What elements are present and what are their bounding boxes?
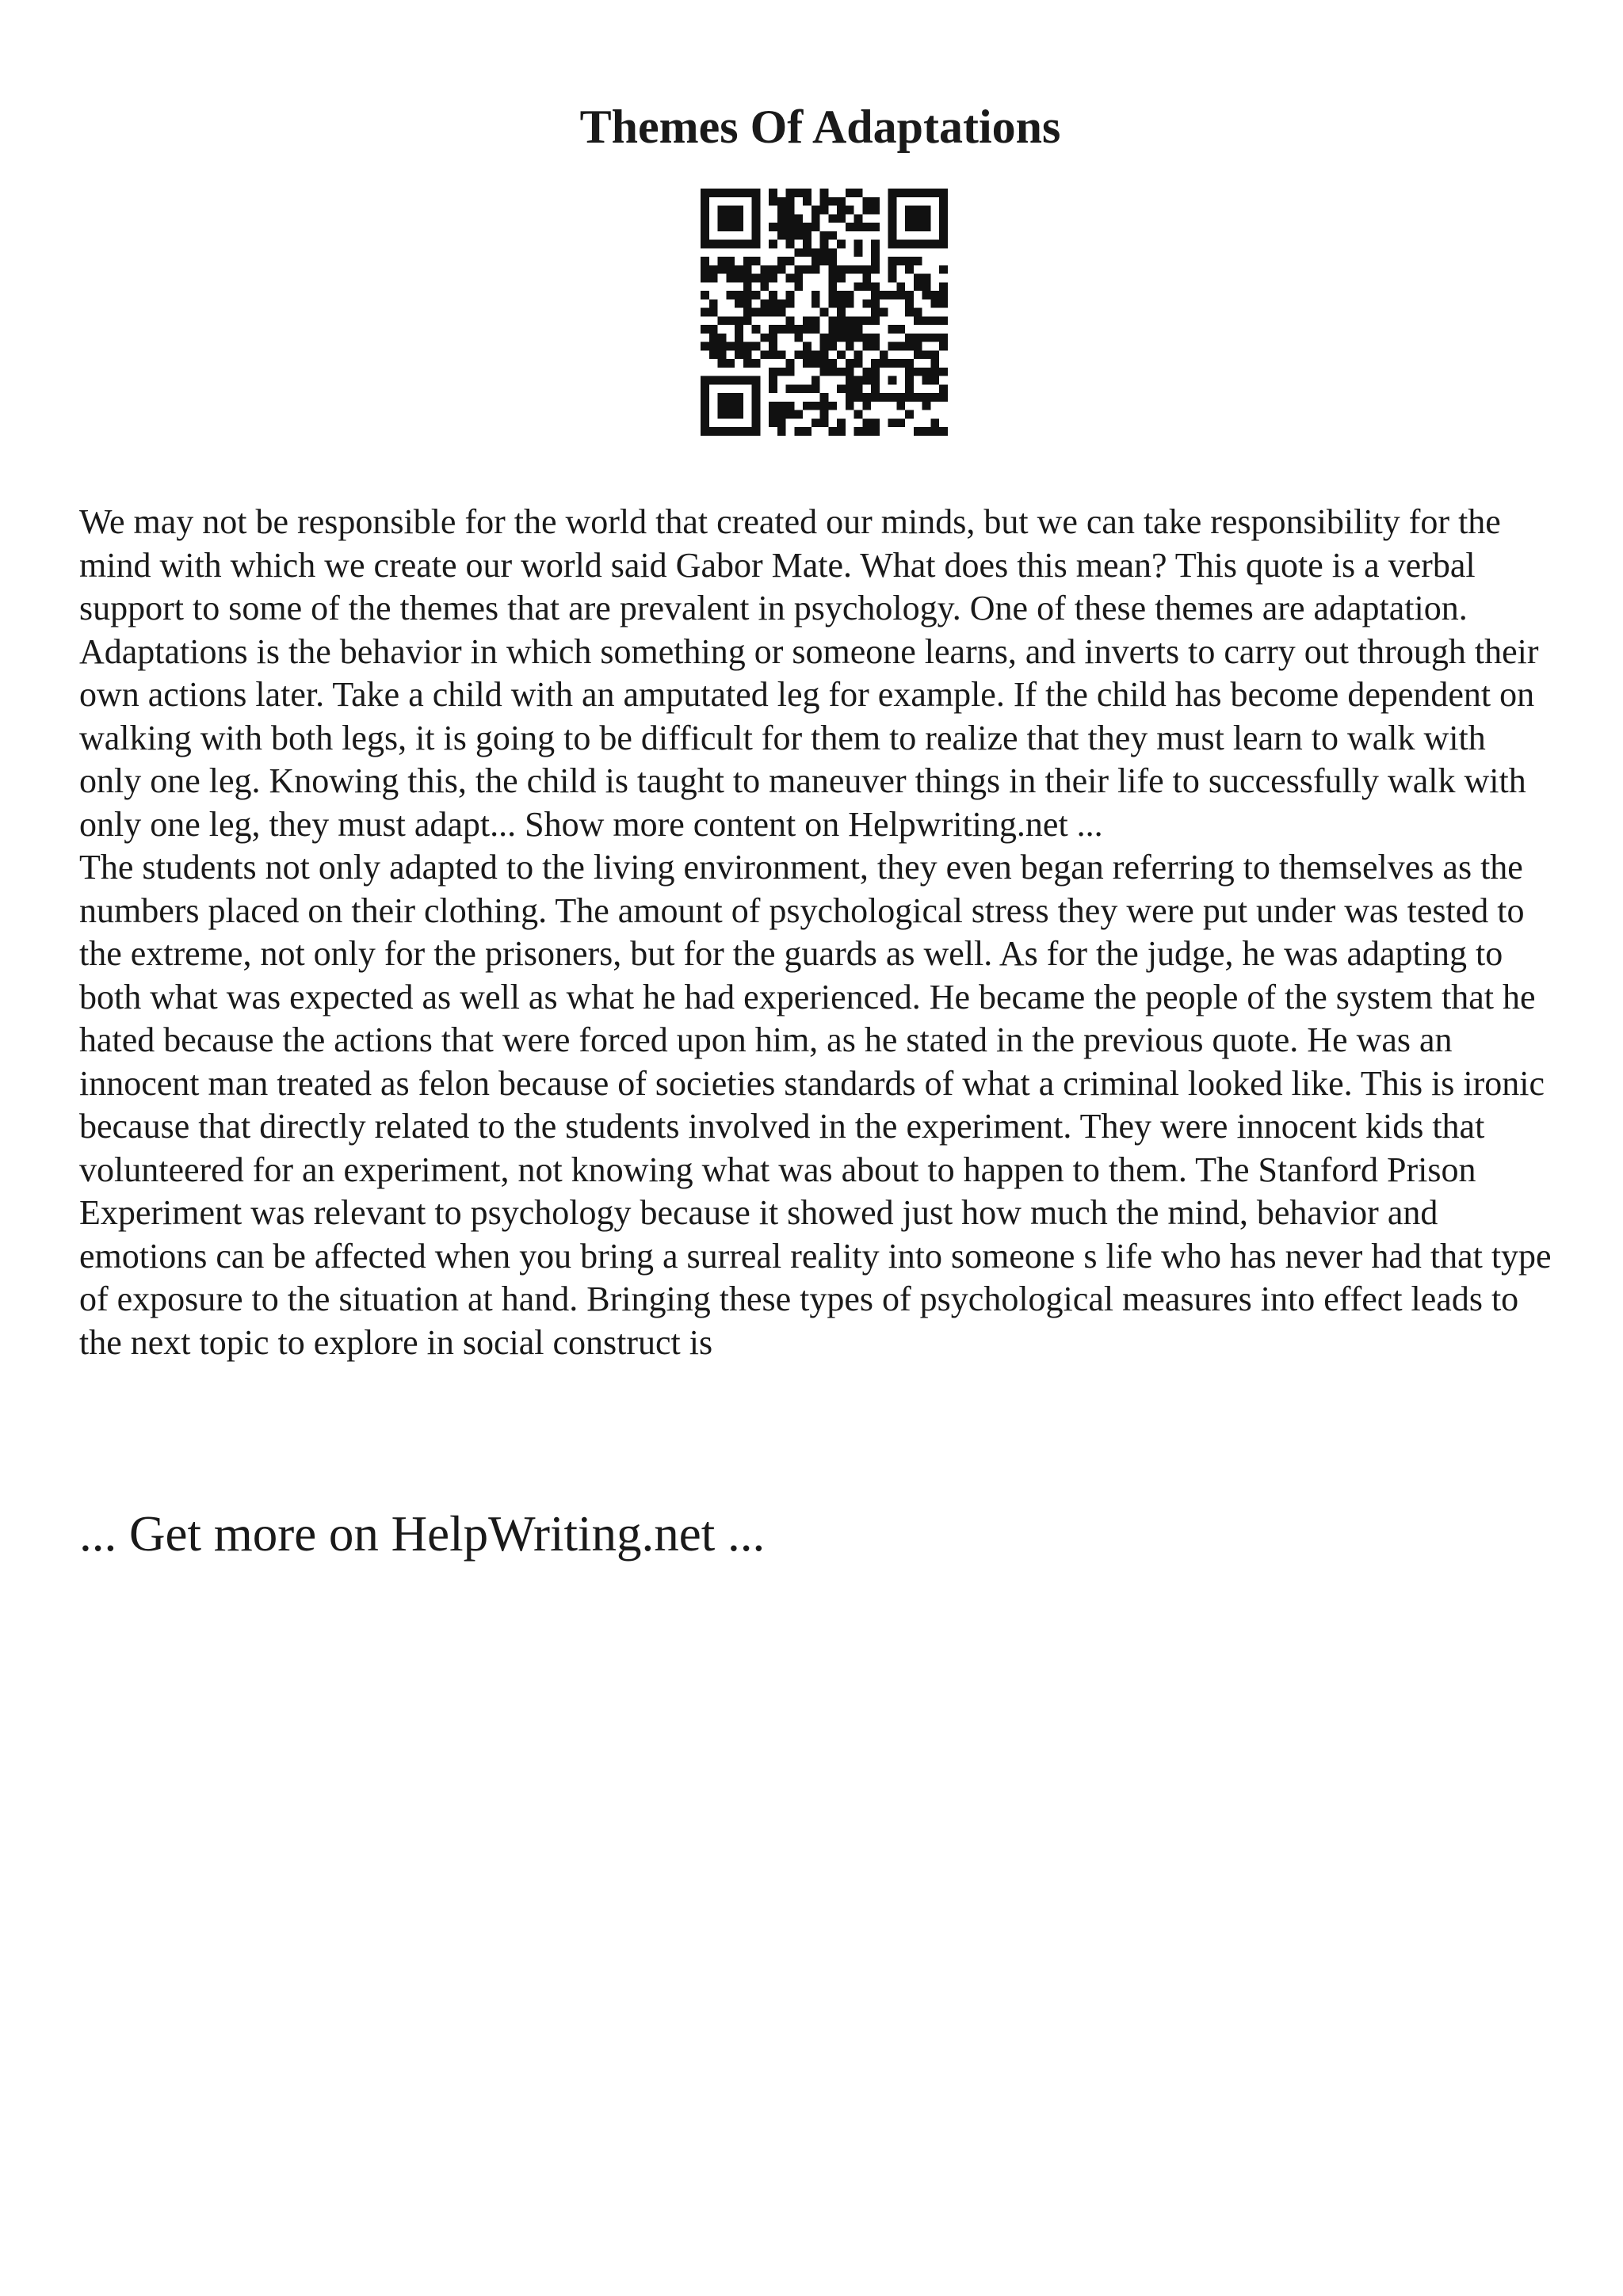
body-paragraph-1: We may not be responsible for the world that created our minds, but we can take responsibility for the mind with which we create our world said Gabor Mate. What does this mean? This quote is a verbal support to some of the themes that are prevalent in psychology. One of these themes are adaptation. Adaptations is the behavior in which something or someone learns, and inverts to carry out through their own actions later. Take a child with an amputated leg for example. If the child has become dependent on walking with both legs, it is going to be difficult for them to realize that they must learn to walk with only one leg. Knowing this, the child is taught to maneuver things in their life to successfully walk with only one leg, they must adapt... Show more content on Helpwriting.net ... <box>79 502 1539 844</box>
document-body <box>79 501 1553 1364</box>
get-more-link[interactable]: ... Get more on HelpWriting.net ... <box>79 1506 766 1562</box>
body-paragraph-2: The students not only adapted to the living environment, they even began referring to themselves as the numbers placed on their clothing. The amount of psychological stress they were put under was tested to the extreme, not only for the prisoners, but for the guards as well. As for the judge, he was adapting to both what was expected as well as what he had experienced. He became the people of the system that he hated because the actions that were forced upon him, as he stated in the previous quote. He was an innocent man treated as felon because of societies standards of what a criminal looked like. This is ironic because that directly related to the students involved in the experiment. They were innocent kids that volunteered for an experiment, not knowing what was about to happen to them. The Stanford Prison Experiment was relevant to psychology because it showed just how much the mind, behavior and emotions can be affected when you bring a surreal reality into someone s life who has never had that type of exposure to the situation at hand. Bringing these types of psychological measures into effect leads to the next topic to explore in social construct is <box>79 848 1552 1362</box>
document-title: Themes Of Adaptations <box>579 101 1061 153</box>
qr-code-icon <box>701 189 948 436</box>
